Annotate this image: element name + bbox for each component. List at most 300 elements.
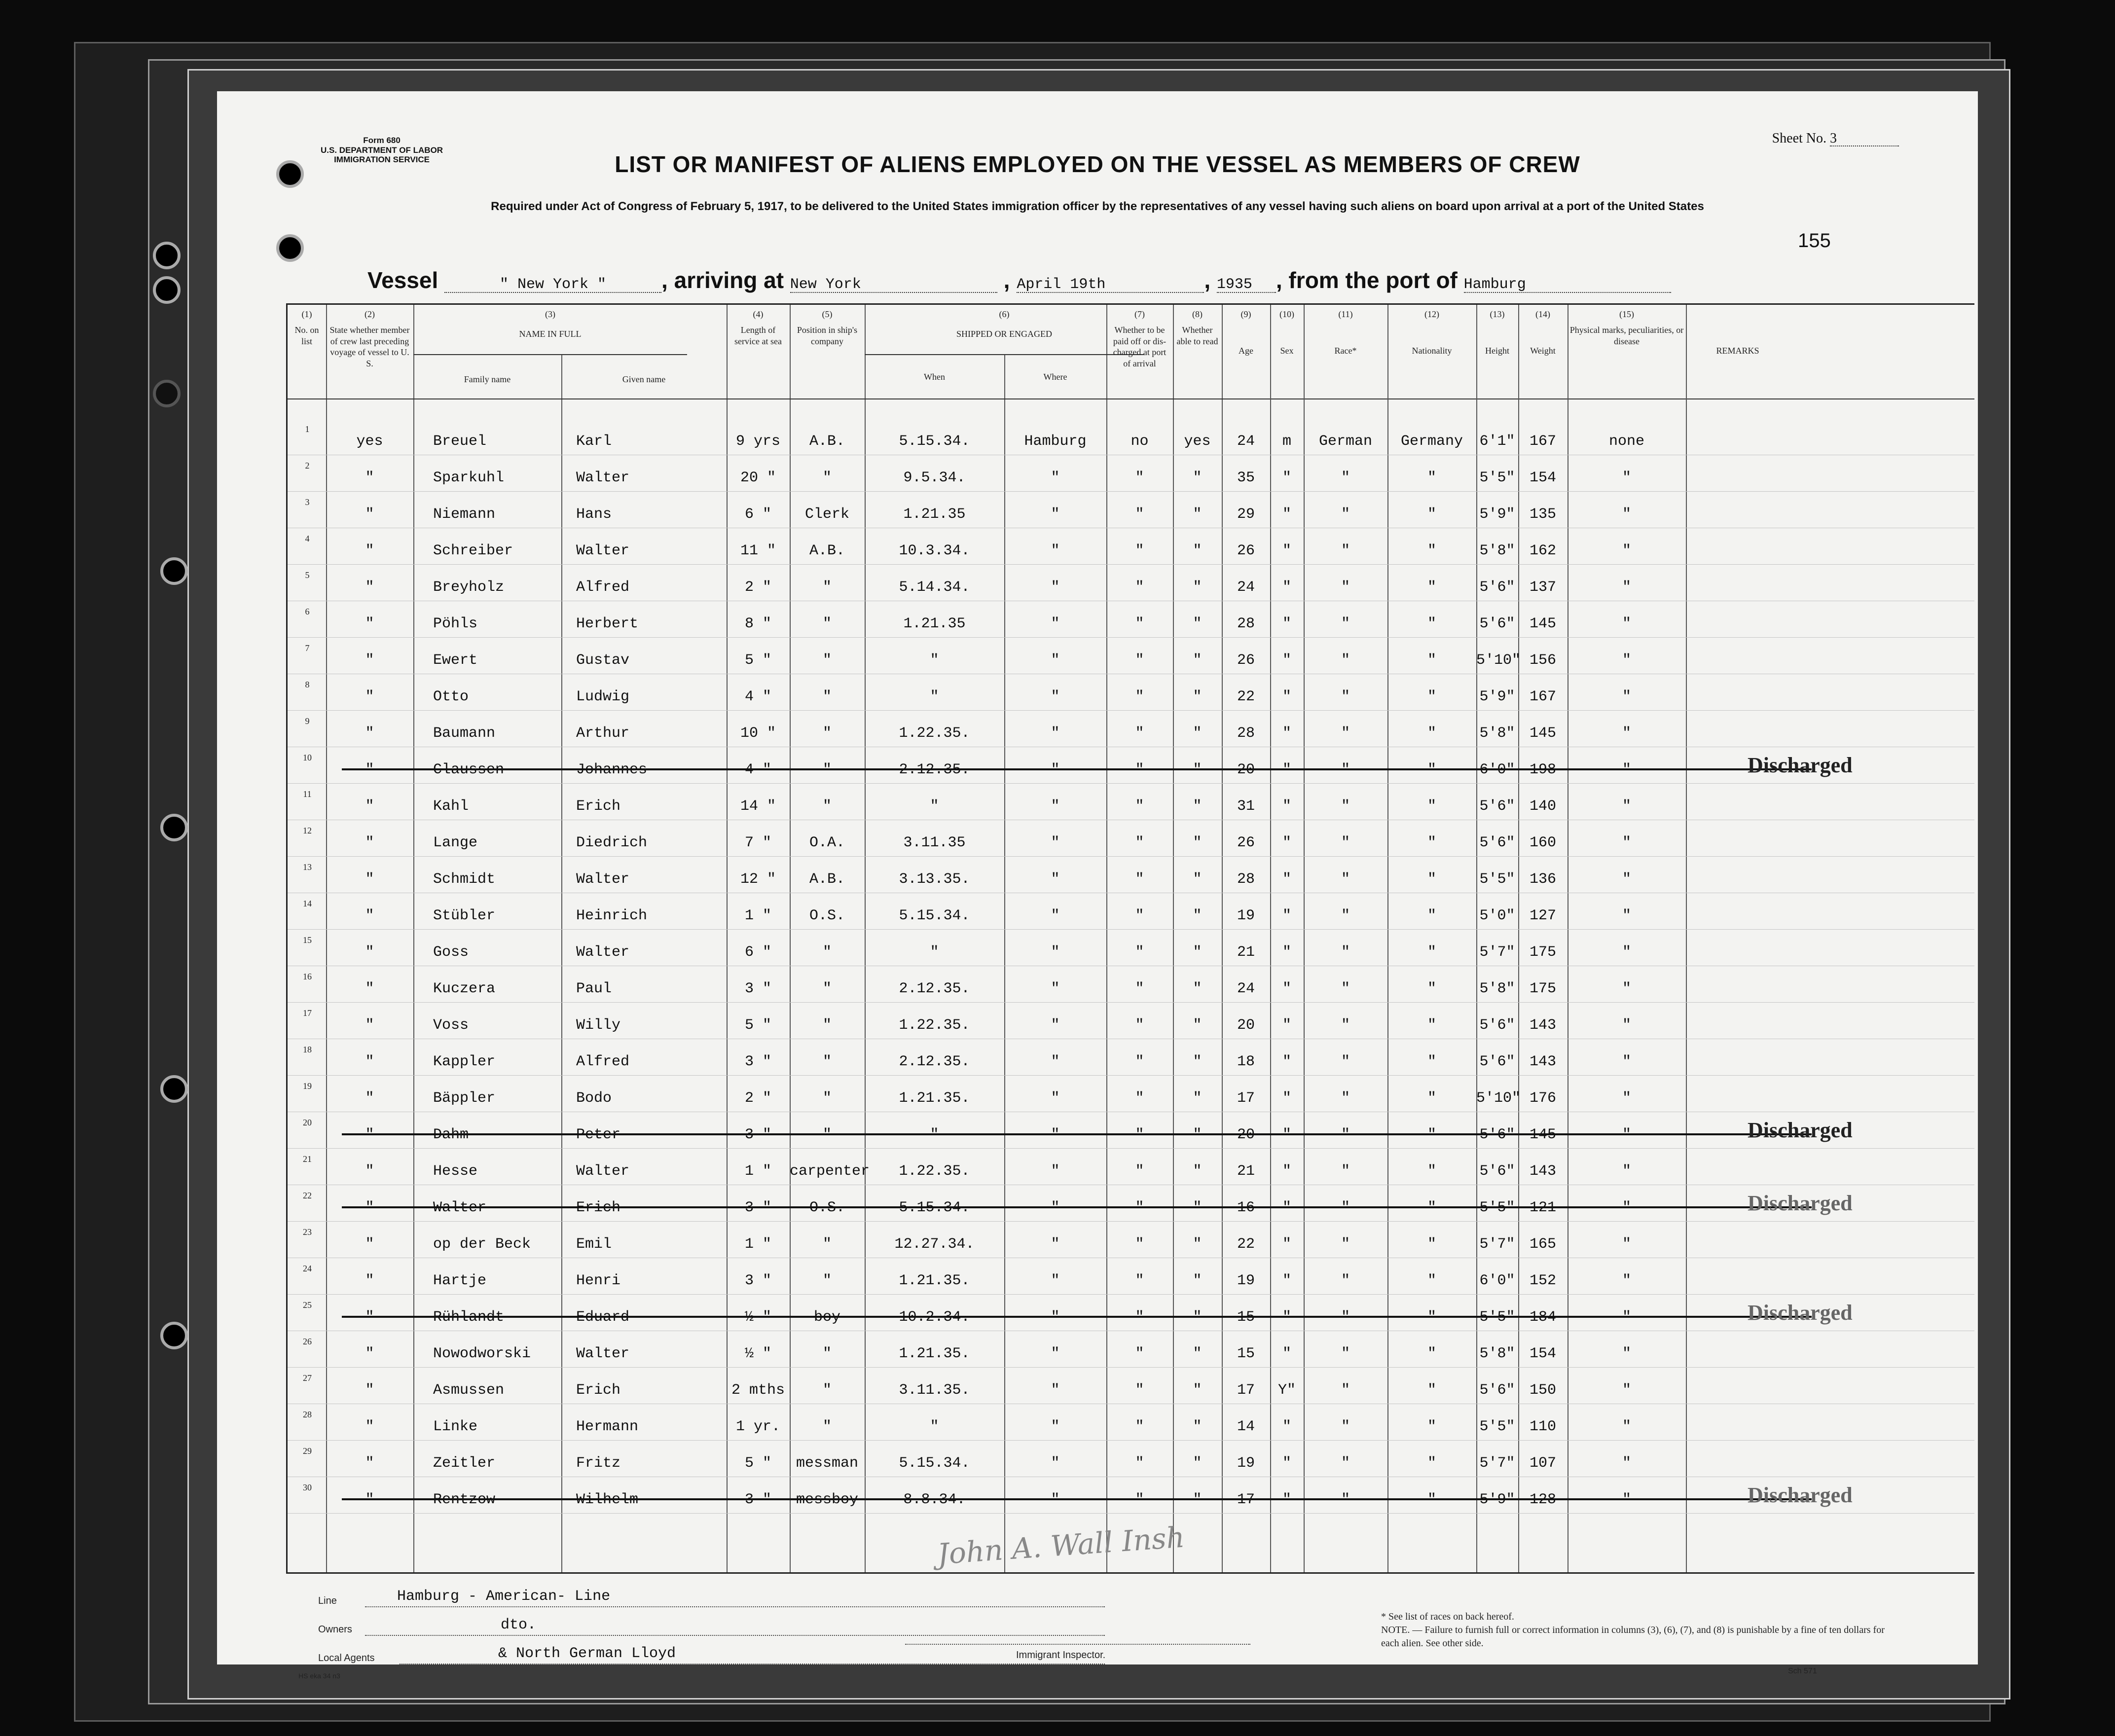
cell-family: Nowodworski (433, 1345, 531, 1362)
cell-weight: 154 (1529, 470, 1556, 486)
cell-paid: " (1135, 907, 1144, 924)
cell-family: Rentzow (433, 1491, 496, 1508)
cell-given: Heinrich (576, 907, 648, 924)
cell-nat: " (1427, 579, 1436, 596)
cell-age: 15 (1237, 1309, 1255, 1326)
inspector-signature: John A. Wall Insh (936, 1520, 1186, 1571)
cell-no: 18 (303, 1045, 312, 1054)
cell-age: 24 (1237, 579, 1255, 596)
cell-marks: " (1622, 907, 1631, 924)
cell-race: " (1341, 1163, 1350, 1180)
cell-given: Alfred (576, 579, 630, 596)
cell-weight: 175 (1529, 944, 1556, 961)
cell-given: Karl (576, 433, 612, 450)
cell-when: 1.21.35 (903, 615, 966, 632)
cell-read: " (1193, 871, 1202, 888)
cell-sex: " (1282, 1455, 1291, 1472)
cell-where: " (1051, 871, 1060, 888)
cell-paid: " (1135, 1345, 1144, 1362)
cell-when: " (930, 688, 939, 705)
punch-hole (160, 814, 188, 841)
owners-label: Owners (318, 1624, 352, 1635)
cell-family: Breuel (433, 433, 487, 450)
cell-service: 3 " (744, 1199, 771, 1216)
cell-prev: " (365, 798, 374, 815)
cell-no: 11 (303, 789, 312, 799)
row-rule (288, 1221, 1974, 1222)
cell-read: " (1193, 834, 1202, 851)
cell-family: Schmidt (433, 871, 496, 888)
cell-no: 26 (303, 1337, 312, 1346)
cell-read: " (1193, 470, 1202, 486)
cell-service: 2 mths (731, 1382, 785, 1399)
cell-service: 5 " (744, 1017, 771, 1034)
cell-height: 5'6" (1479, 1163, 1515, 1180)
cell-marks: " (1622, 1455, 1631, 1472)
sheet-label: Sheet No. (1772, 131, 1826, 146)
cell-height: 5'5" (1479, 1418, 1515, 1435)
cell-prev: " (365, 1272, 374, 1289)
cell-read: " (1193, 1199, 1202, 1216)
cell-paid: " (1135, 1491, 1144, 1508)
cell-service: 11 " (740, 542, 776, 559)
cell-no: 22 (303, 1191, 312, 1200)
cell-height: 6'0" (1479, 761, 1515, 778)
cell-height: 5'7" (1479, 944, 1515, 961)
cell-family: Otto (433, 688, 469, 705)
cell-paid: " (1135, 725, 1144, 742)
cell-sex: m (1282, 433, 1291, 450)
cell-height: 5'5" (1479, 470, 1515, 486)
cell-sex: " (1282, 871, 1291, 888)
cell-sex: " (1282, 688, 1291, 705)
cell-service: 9 yrs (735, 433, 780, 450)
sheet-value: 3 (1830, 132, 1899, 146)
cell-given: Herbert (576, 615, 639, 632)
cell-read: " (1193, 1345, 1202, 1362)
cell-nat: " (1427, 506, 1436, 523)
cell-given: Willy (576, 1017, 621, 1034)
header-c9: Age (1239, 346, 1253, 356)
cell-weight: 198 (1529, 761, 1556, 778)
cell-marks: " (1622, 1090, 1631, 1107)
cell-prev: " (365, 1309, 374, 1326)
cell-age: 24 (1237, 980, 1255, 997)
cell-no: 30 (303, 1483, 312, 1492)
cell-given: Wilhelm (576, 1491, 639, 1508)
cell-no: 14 (303, 899, 312, 908)
cell-position: " (822, 1345, 832, 1362)
cell-family: Rühlandt (433, 1309, 505, 1326)
cell-age: 19 (1237, 907, 1255, 924)
cell-service: 4 " (744, 761, 771, 778)
cell-family: Ewert (433, 652, 478, 669)
cell-height: 5'5" (1479, 871, 1515, 888)
cell-marks: " (1622, 1053, 1631, 1070)
cell-weight: 143 (1529, 1163, 1556, 1180)
cell-position: " (822, 944, 832, 961)
cell-where: " (1051, 725, 1060, 742)
cell-marks: " (1622, 871, 1631, 888)
cell-age: 26 (1237, 652, 1255, 669)
cell-nat: " (1427, 761, 1436, 778)
cell-weight: 154 (1529, 1345, 1556, 1362)
cell-when: 2.12.35. (899, 761, 970, 778)
cell-service: 2 " (744, 579, 771, 596)
cell-no: 4 (305, 534, 310, 543)
cell-weight: 121 (1529, 1199, 1556, 1216)
cell-given: Alfred (576, 1053, 630, 1070)
cell-when: 2.12.35. (899, 980, 970, 997)
cell-marks: " (1622, 1418, 1631, 1435)
cell-weight: 160 (1529, 834, 1556, 851)
cell-age: 18 (1237, 1053, 1255, 1070)
cell-nat: " (1427, 871, 1436, 888)
cell-paid: " (1135, 798, 1144, 815)
row-rule (288, 564, 1974, 565)
cell-weight: 184 (1529, 1309, 1556, 1326)
cell-nat: " (1427, 1017, 1436, 1034)
cell-paid: " (1135, 871, 1144, 888)
cell-weight: 145 (1529, 725, 1556, 742)
cell-position: A.B. (809, 433, 845, 450)
cell-height: 5'6" (1479, 1382, 1515, 1399)
cell-when: 1.21.35 (903, 506, 966, 523)
cell-when: " (930, 652, 939, 669)
cell-service: 1 " (744, 1236, 771, 1253)
cell-nat: " (1427, 1163, 1436, 1180)
header-c1_num: (1) (301, 309, 312, 319)
cell-height: 5'9" (1479, 506, 1515, 523)
cell-weight: 145 (1529, 1126, 1556, 1143)
row-rule (288, 1440, 1974, 1441)
cell-weight: 150 (1529, 1382, 1556, 1399)
cell-nat: Germany (1400, 433, 1463, 450)
cell-paid: " (1135, 1053, 1144, 1070)
cell-height: 5'6" (1479, 1017, 1515, 1034)
cell-prev: " (365, 615, 374, 632)
cell-sex: " (1282, 1053, 1291, 1070)
cell-given: Diedrich (576, 834, 648, 851)
cell-family: Dahm (433, 1126, 469, 1143)
header-c10: Sex (1280, 346, 1294, 356)
punch-hole (153, 276, 181, 304)
cell-where: " (1051, 1090, 1060, 1107)
cell-sex: " (1282, 798, 1291, 815)
cell-sex: " (1282, 1126, 1291, 1143)
vessel-line: Vessel " New York " , arriving at New York , April 19th , 1935 , from the port of Hamburg (367, 269, 1671, 293)
punch-hole (153, 380, 181, 407)
cell-prev: " (365, 1455, 374, 1472)
cell-paid: " (1135, 980, 1144, 997)
header-c11: Race* (1334, 346, 1357, 356)
row-rule (288, 1148, 1974, 1149)
cell-no: 6 (305, 607, 310, 616)
cell-race: " (1341, 470, 1350, 486)
cell-no: 25 (303, 1300, 312, 1310)
cell-read: " (1193, 615, 1202, 632)
punch-hole (153, 242, 181, 269)
cell-service: 2 " (744, 1090, 771, 1107)
cell-sex: " (1282, 980, 1291, 997)
cell-paid: " (1135, 652, 1144, 669)
cell-race: " (1341, 579, 1350, 596)
cell-paid: " (1135, 944, 1144, 961)
header-c14_num: (14) (1535, 309, 1550, 319)
cell-paid: " (1135, 615, 1144, 632)
cell-no: 2 (305, 461, 310, 470)
cell-age: 28 (1237, 615, 1255, 632)
cell-when: 5.14.34. (899, 579, 970, 596)
cell-nat: " (1427, 542, 1436, 559)
cell-weight: 107 (1529, 1455, 1556, 1472)
cell-age: 26 (1237, 542, 1255, 559)
cell-marks: " (1622, 1199, 1631, 1216)
cell-position: " (822, 470, 832, 486)
cell-where: " (1051, 652, 1060, 669)
cell-when: 5.15.34. (899, 433, 970, 450)
cell-where: " (1051, 907, 1060, 924)
cell-marks: " (1622, 688, 1631, 705)
cell-sex: " (1282, 579, 1291, 596)
line-underline (365, 1606, 1105, 1607)
cell-no: 1 (305, 424, 310, 434)
cell-marks: " (1622, 652, 1631, 669)
cell-prev: " (365, 761, 374, 778)
cell-position: " (822, 725, 832, 742)
cell-service: 3 " (744, 1272, 771, 1289)
cell-no: 23 (303, 1227, 312, 1237)
cell-age: 21 (1237, 1163, 1255, 1180)
cell-no: 10 (303, 753, 312, 762)
cell-height: 5'8" (1479, 1345, 1515, 1362)
cell-no: 28 (303, 1410, 312, 1419)
remark-discharged: Discharged (1748, 1301, 1853, 1325)
row-rule (288, 783, 1974, 784)
cell-paid: " (1135, 1199, 1144, 1216)
cell-weight: 110 (1529, 1418, 1556, 1435)
cell-prev: " (365, 907, 374, 924)
cell-when: 1.22.35. (899, 1017, 970, 1034)
cell-where: " (1051, 506, 1060, 523)
cell-paid: " (1135, 688, 1144, 705)
cell-read: " (1193, 652, 1202, 669)
cell-family: Kappler (433, 1053, 496, 1070)
cell-marks: " (1622, 1491, 1631, 1508)
cell-paid: " (1135, 1455, 1144, 1472)
header-c12_num: (12) (1424, 309, 1439, 319)
cell-position: " (822, 1126, 832, 1143)
cell-nat: " (1427, 1053, 1436, 1070)
cell-marks: " (1622, 506, 1631, 523)
header-rule (288, 398, 1974, 399)
cell-read: " (1193, 579, 1202, 596)
cell-marks: " (1622, 470, 1631, 486)
cell-height: 5'0" (1479, 907, 1515, 924)
cell-age: 20 (1237, 1126, 1255, 1143)
cell-nat: " (1427, 944, 1436, 961)
cell-position: " (822, 798, 832, 815)
cell-given: Erich (576, 1382, 621, 1399)
cell-sex: " (1282, 1163, 1291, 1180)
cell-weight: 140 (1529, 798, 1556, 815)
cell-paid: " (1135, 1163, 1144, 1180)
header-c15: Physical marks, peculiarities, or disease (1569, 325, 1684, 346)
cell-where: " (1051, 579, 1060, 596)
cell-given: Ludwig (576, 688, 630, 705)
cell-no: 24 (303, 1264, 312, 1273)
cell-when: " (930, 944, 939, 961)
cell-position: carpenter (790, 1163, 870, 1180)
cell-paid: " (1135, 1090, 1144, 1107)
cell-sex: " (1282, 944, 1291, 961)
cell-weight: 137 (1529, 579, 1556, 596)
cell-position: O.S. (809, 907, 845, 924)
cell-race: " (1341, 1272, 1350, 1289)
cell-read: " (1193, 980, 1202, 997)
header-c2_num: (2) (365, 309, 375, 319)
cell-prev: " (365, 1090, 374, 1107)
header-c4_num: (4) (753, 309, 764, 319)
cell-height: 5'8" (1479, 980, 1515, 997)
cell-marks: " (1622, 542, 1631, 559)
cell-no: 13 (303, 862, 312, 872)
cell-weight: 143 (1529, 1017, 1556, 1034)
cell-position: Clerk (804, 506, 849, 523)
cell-weight: 152 (1529, 1272, 1556, 1289)
cell-family: Linke (433, 1418, 478, 1435)
arriving-port: New York (790, 277, 997, 293)
cell-height: 5'5" (1479, 1309, 1515, 1326)
cell-service: 3 " (744, 980, 771, 997)
cell-read: " (1193, 798, 1202, 815)
stamp-number: 155 (1798, 230, 1831, 252)
cell-service: 3 " (744, 1053, 771, 1070)
cell-position: A.B. (809, 871, 845, 888)
cell-when: " (930, 1126, 939, 1143)
cell-when: 5.15.34. (899, 907, 970, 924)
cell-marks: " (1622, 1272, 1631, 1289)
cell-height: 5'9" (1479, 1491, 1515, 1508)
cell-prev: " (365, 506, 374, 523)
punch-hole (276, 234, 304, 262)
cell-where: " (1051, 1491, 1060, 1508)
cell-read: " (1193, 1236, 1202, 1253)
header-c12: Nationality (1412, 346, 1452, 356)
cell-sex: " (1282, 1236, 1291, 1253)
cell-where: " (1051, 1418, 1060, 1435)
cell-when: 9.5.34. (903, 470, 966, 486)
cell-race: " (1341, 1017, 1350, 1034)
cell-given: Peter (576, 1126, 621, 1143)
cell-where: " (1051, 1345, 1060, 1362)
cell-given: Paul (576, 980, 612, 997)
group-header-rule (413, 354, 687, 355)
cell-sex: " (1282, 470, 1291, 486)
cell-nat: " (1427, 470, 1436, 486)
cell-position: O.S. (809, 1199, 845, 1216)
cell-given: Walter (576, 944, 630, 961)
cell-prev: " (365, 1345, 374, 1362)
struck-row-line (342, 1133, 1812, 1135)
header-c4: Length of service at sea (734, 325, 782, 346)
cell-read: " (1193, 1126, 1202, 1143)
cell-no: 7 (305, 643, 310, 653)
cell-height: 5'6" (1479, 1053, 1515, 1070)
punch-hole (160, 1075, 188, 1103)
row-rule (288, 710, 1974, 711)
cell-nat: " (1427, 1345, 1436, 1362)
cell-when: 10.2.34. (899, 1309, 970, 1326)
cell-family: Kuczera (433, 980, 496, 997)
cell-age: 22 (1237, 1236, 1255, 1253)
cell-marks: " (1622, 798, 1631, 815)
cell-family: Claussen (433, 761, 505, 778)
header-c5: Position in ship's company (797, 325, 858, 346)
cell-weight: 145 (1529, 615, 1556, 632)
cell-nat: " (1427, 1126, 1436, 1143)
cell-sex: " (1282, 1418, 1291, 1435)
cell-marks: " (1622, 1309, 1631, 1326)
group-header-rule (865, 354, 1144, 355)
cell-weight: 143 (1529, 1053, 1556, 1070)
cell-read: " (1193, 1272, 1202, 1289)
cell-age: 16 (1237, 1199, 1255, 1216)
cell-given: Emil (576, 1236, 612, 1253)
cell-position: boy (813, 1309, 840, 1326)
cell-age: 15 (1237, 1345, 1255, 1362)
cell-sex: " (1282, 1090, 1291, 1107)
cell-paid: " (1135, 579, 1144, 596)
cell-position: messboy (796, 1491, 859, 1508)
cell-age: 28 (1237, 871, 1255, 888)
cell-sex: " (1282, 1491, 1291, 1508)
cell-marks: " (1622, 980, 1631, 997)
cell-service: 12 " (740, 871, 776, 888)
cell-sex: " (1282, 1345, 1291, 1362)
cell-race: " (1341, 725, 1350, 742)
cell-age: 22 (1237, 688, 1255, 705)
cell-when: 1.21.35. (899, 1345, 970, 1362)
cell-read: " (1193, 1053, 1202, 1070)
cell-where: " (1051, 615, 1060, 632)
cell-height: 5'6" (1479, 579, 1515, 596)
cell-position: " (822, 1382, 832, 1399)
cell-race: " (1341, 1236, 1350, 1253)
cell-family: Schreiber (433, 542, 513, 559)
cell-race: German (1318, 433, 1373, 450)
cell-family: Kahl (433, 798, 469, 815)
row-rule (288, 491, 1974, 492)
form-number: Form 680 U.S. DEPARTMENT OF LABOR IMMIGRATION SERVICE (321, 136, 443, 165)
cell-given: Walter (576, 1163, 630, 1180)
cell-age: 14 (1237, 1418, 1255, 1435)
cell-age: 24 (1237, 433, 1255, 450)
cell-race: " (1341, 1382, 1350, 1399)
row-rule (288, 1002, 1974, 1003)
cell-height: 5'10" (1476, 652, 1521, 669)
cell-no: 15 (303, 935, 312, 945)
row-rule (288, 1513, 1974, 1514)
cell-service: 10 " (740, 725, 776, 742)
cell-nat: " (1427, 907, 1436, 924)
header-c2: State whether member of crew last preceding voyage of vessel to U. S. (329, 325, 410, 368)
cell-service: 7 " (744, 834, 771, 851)
cell-read: " (1193, 1090, 1202, 1107)
cell-family: op der Beck (433, 1236, 531, 1253)
cell-race: " (1341, 980, 1350, 997)
cell-family: Walter (433, 1199, 487, 1216)
